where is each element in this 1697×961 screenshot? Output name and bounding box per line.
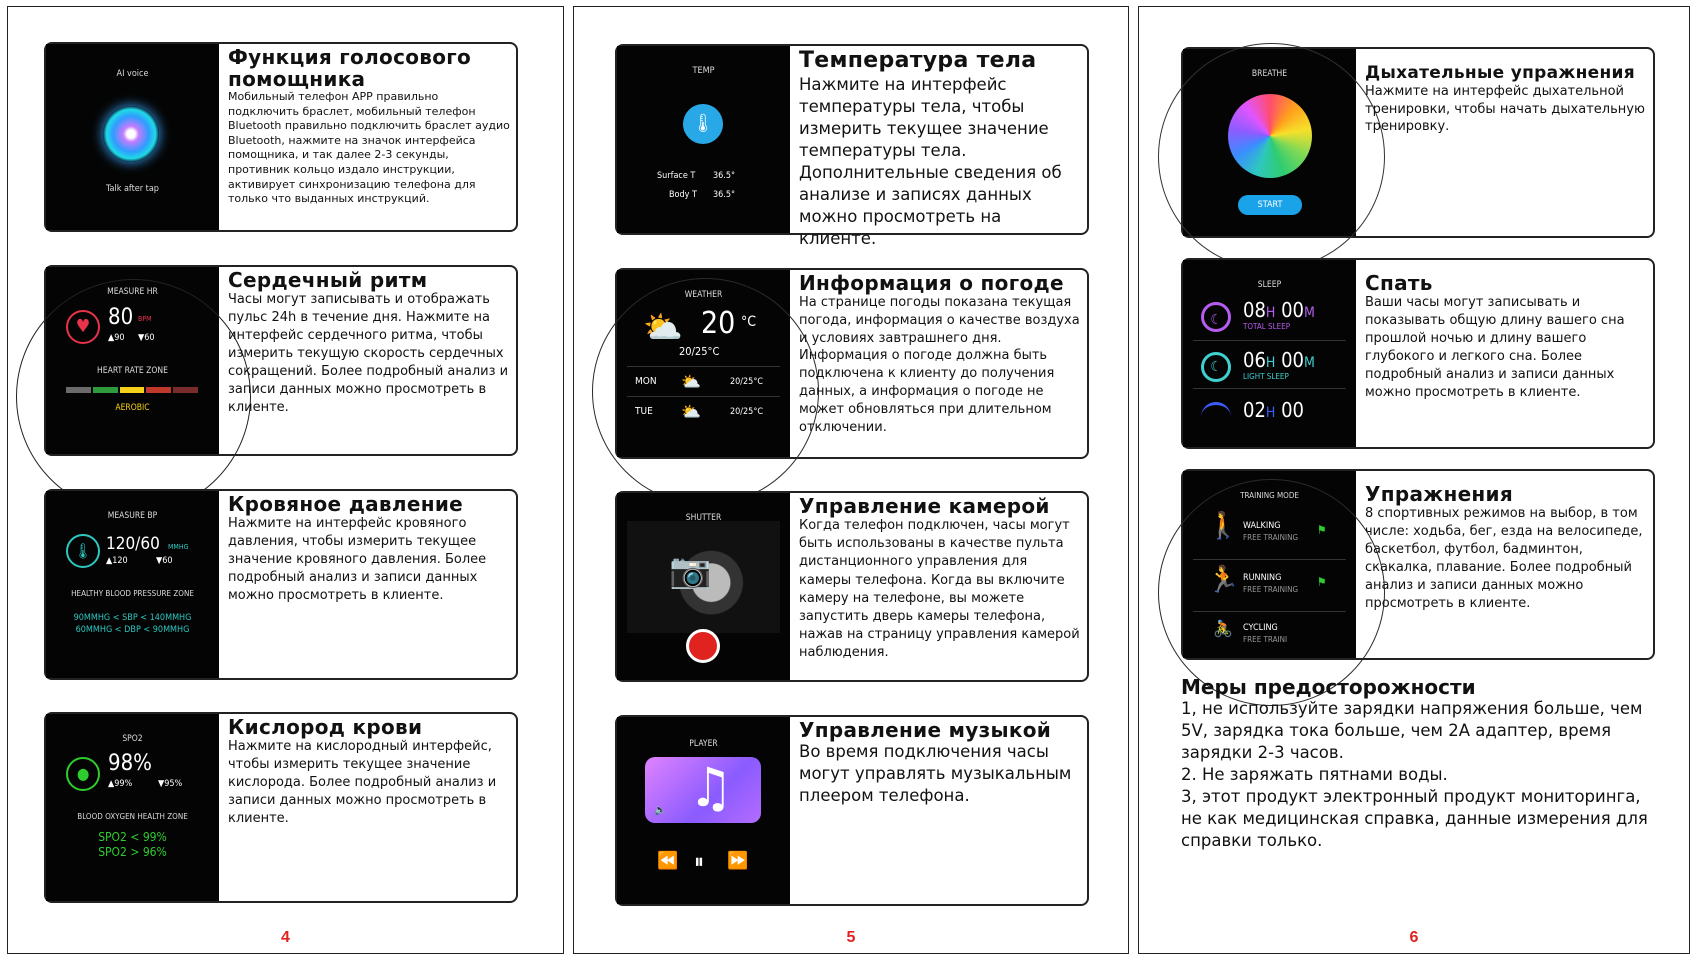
card-voice-assistant	[44, 42, 518, 232]
bp-value: 120/60	[106, 534, 160, 554]
screen-label: SPO2	[122, 734, 143, 744]
card-blood-oxygen	[44, 712, 518, 903]
card-text: Во время подключения часы могут управлять музыкальным плеером телефона.	[799, 742, 1072, 805]
card-text: Нажмите на интерфейс кровяного давления, чтобы измерить текущее значение кровяного давления. Более подробный анализ и записи данных можно просмотреть в клиенте.	[228, 516, 487, 603]
page-number: 5	[846, 929, 856, 946]
total-hours: 08	[1243, 298, 1266, 322]
card-title: Упражнения	[1365, 482, 1514, 506]
heart-icon: ♥	[66, 310, 100, 344]
prev-button[interactable]: ⏪	[657, 851, 679, 871]
thermometer-icon: 🌡	[66, 534, 100, 568]
screen-label: AI voice	[116, 69, 149, 79]
music-note-icon: ♫	[689, 756, 733, 819]
card-title: Информация о погоде	[799, 271, 1064, 295]
screen-hint: Talk after tap	[106, 184, 159, 194]
bp-unit: MMHG	[168, 543, 189, 551]
screen-label: MEASURE BP	[107, 511, 158, 521]
watch-screen-temp	[617, 46, 790, 233]
weather-range: 20/25°C	[679, 345, 720, 358]
light-label: LIGHT SLEEP	[1243, 372, 1289, 381]
card-sleep	[1181, 258, 1655, 449]
precautions-title: Меры предосторожности	[1181, 675, 1476, 699]
next-button[interactable]: ⏩	[727, 851, 749, 871]
card-training	[1181, 469, 1655, 660]
flag-icon: ⚑	[1317, 575, 1327, 589]
card-text: Ваши часы могут записывать и показывать общую длину вашего сна прошлой ночью и длину вашего глубокого и легкого сна. Более подробный анализ и записи данных можно просмотреть в клиенте.	[1365, 295, 1625, 400]
screen-label: PLAYER	[689, 739, 718, 749]
total-label: TOTAL SLEEP	[1243, 322, 1291, 331]
shutter-button[interactable]	[686, 629, 720, 663]
spo2-range-2: SPO2 > 96%	[98, 845, 167, 859]
card-text: Нажмите на интерфейс дыхательной тренировки, чтобы начать дыхательную тренировку.	[1365, 84, 1645, 134]
pause-button[interactable]: ⏸	[694, 849, 704, 873]
camera-icon: 📷	[669, 551, 712, 591]
page-number: 4	[281, 929, 290, 946]
page-number: 6	[1409, 929, 1419, 946]
watch-screen-heart	[46, 267, 219, 454]
card-text: Нажмите на интерфейс температуры тела, чтобы измерить текущее значение температуры тела. Дополнительные сведения об анализе и записях данных можно просмотреть на клиенте.	[799, 75, 1062, 248]
card-camera-control	[615, 491, 1089, 682]
watch-screen-weather	[617, 270, 790, 457]
card-title: Температура тела	[799, 48, 1037, 73]
day1-range: 20/25°C	[730, 377, 764, 387]
light-hours: 06	[1243, 348, 1266, 372]
card-title: Сердечный ритм	[228, 268, 428, 292]
voice-orb-icon	[103, 106, 159, 162]
day2-label: TUE	[635, 406, 653, 417]
card-title: Кислород крови	[228, 715, 423, 739]
weather-unit: °C	[741, 314, 757, 330]
partly-cloudy-icon: ⛅	[643, 308, 683, 346]
watch-screen-voice	[46, 44, 219, 230]
total-h-unit: H	[1265, 305, 1276, 321]
card-title: Функция голосового помощника	[228, 45, 472, 91]
day2-range: 20/25°C	[730, 407, 764, 417]
body-value: 36.5°	[713, 190, 736, 200]
day2-icon: ⛅	[681, 402, 701, 421]
screen-label: WEATHER	[684, 290, 723, 300]
deep-minutes: 00	[1281, 398, 1304, 422]
mode-walking-sub: FREE TRAINING	[1243, 533, 1299, 542]
temperature-icon: 🌡	[683, 104, 723, 144]
bp-range-2: 60MMHG < DBP < 90MMHG	[75, 625, 190, 635]
watch-screen-training	[1183, 471, 1356, 658]
moon-icon-deep	[1201, 402, 1231, 432]
hr-zone-bar	[66, 387, 198, 393]
watch-screen-camera	[617, 493, 790, 680]
volume-icon[interactable]: 🔈	[654, 805, 667, 816]
card-blood-pressure	[44, 489, 518, 680]
surface-label: Surface T	[657, 171, 696, 181]
card-music-control	[615, 715, 1089, 906]
card-title: Кровяное давление	[228, 492, 464, 516]
card-title: Дыхательные упражнения	[1365, 63, 1635, 83]
watch-screen-music	[617, 717, 790, 904]
walking-icon: 🚶	[1207, 511, 1240, 541]
precaution-item: 3, этот продукт электронный продукт мониторинга, не как медицинская справка, данные измерения для справки только.	[1181, 787, 1648, 850]
spo2-high: ▲99%	[108, 779, 133, 789]
screen-label: BREATHE	[1251, 69, 1288, 79]
moon-icon-total: ☾	[1201, 302, 1231, 332]
surface-value: 36.5°	[713, 171, 736, 181]
screen-label: SHUTTER	[685, 513, 722, 523]
spo2-range-1: SPO2 < 99%	[98, 830, 167, 844]
weather-temp: 20	[701, 306, 736, 341]
bp-range-1: 90MMHG < SBP < 140MMHG	[73, 613, 192, 623]
total-minutes: 00	[1281, 298, 1304, 322]
card-text: 8 спортивных режимов на выбор, в том числе: ходьба, бег, езда на велосипеде, баскетбол, футбол, бадминтон, скакалка, плавание. Более подробный анализ и записи данных можно просмотреть в клиенте.	[1365, 506, 1643, 611]
running-icon: 🏃	[1207, 565, 1240, 595]
card-title: Управление музыкой	[799, 718, 1052, 742]
mode-cycling[interactable]: CYCLING	[1243, 623, 1278, 633]
light-m-unit: M	[1303, 355, 1315, 371]
mode-running-sub: FREE TRAINING	[1243, 585, 1299, 594]
screen-label: TRAINING MODE	[1240, 491, 1299, 500]
deep-hours: 02	[1243, 398, 1266, 422]
card-text: Когда телефон подключен, часы могут быть использованы в качестве пульта дистанционного управления для камеры телефона. Когда вы включите камеру на телефоне, вы можете запустить дверь камеры телефона, нажав на страницу управления камерой наблюдения.	[799, 518, 1080, 661]
day1-label: MON	[635, 376, 657, 387]
mode-cycling-sub: FREE TRAINI	[1243, 635, 1288, 644]
deep-h-unit: H	[1265, 405, 1276, 421]
mode-running[interactable]: RUNNING	[1243, 573, 1282, 583]
cycling-icon: 🚴	[1213, 619, 1233, 638]
card-text: Мобильный телефон APP правильно подключить браслет, мобильный телефон Bluetooth правильно подключить браслет аудио Bluetooth, нажмите на значок интерфейса помощника, и так далее 2-3 секунды, противник кольцо издало инструкции, активирует синхронизацию телефона для только что выданных инструкций.	[228, 90, 510, 206]
hr-zone-title: HEART RATE ZONE	[97, 366, 168, 376]
precautions-list	[1181, 698, 1661, 852]
bp-high: ▲120	[106, 556, 128, 566]
total-m-unit: M	[1303, 305, 1315, 321]
card-title: Спать	[1365, 271, 1433, 295]
day1-icon: ⛅	[681, 372, 701, 391]
card-body-temperature	[615, 44, 1089, 248]
hr-unit: BPM	[138, 315, 152, 323]
oxygen-icon: ●	[66, 757, 100, 791]
bp-zone-title: HEALTHY BLOOD PRESSURE ZONE	[71, 589, 194, 598]
bp-low: ▼60	[156, 556, 173, 566]
precaution-item: 2. Не заряжать пятнами воды.	[1181, 765, 1448, 784]
screen-label: MEASURE HR	[107, 287, 158, 297]
card-text: Часы могут записывать и отображать пульс 24h в течение дня. Нажмите на интерфейс сердечного ритма, чтобы измерить текущую скорость сердечных сокращений. Более подробный анализ и записи данных можно просмотреть в клиенте.	[228, 292, 509, 415]
card-breathing	[1181, 47, 1655, 238]
watch-screen-bp	[46, 491, 219, 678]
spo2-low: ▼95%	[158, 779, 183, 789]
card-heart-rate	[44, 265, 518, 456]
watch-screen-breathe	[1183, 49, 1356, 236]
screen-label: TEMP	[692, 66, 715, 76]
watch-screen-spo2	[46, 714, 219, 901]
body-label: Body T	[669, 190, 697, 200]
card-weather	[615, 268, 1089, 459]
light-h-unit: H	[1265, 355, 1276, 371]
breathe-flower-icon	[1228, 94, 1312, 178]
card-text: Нажмите на кислородный интерфейс, чтобы измерить текущее значение кислорода. Более подробный анализ и записи данных можно просмотреть в клиенте.	[228, 739, 497, 826]
spo2-zone-title: BLOOD OXYGEN HEALTH ZONE	[77, 812, 188, 821]
card-text: На странице погоды показана текущая погода, информация о качестве воздуха и условиях завтрашнего дня. Информация о погоде должна быть подключена к клиенту до получения данных, а информация о погоде не может обновляться при длительном отключении.	[799, 295, 1080, 435]
spo2-value: 98%	[108, 751, 152, 776]
light-minutes: 00	[1281, 348, 1304, 372]
watch-screen-sleep	[1183, 260, 1356, 447]
start-button[interactable]: START	[1238, 195, 1302, 215]
hr-zone-value: AEROBIC	[115, 403, 150, 413]
mode-walking[interactable]: WALKING	[1243, 521, 1281, 531]
hr-min: ▼60	[138, 333, 155, 343]
card-title: Управление камерой	[799, 494, 1050, 518]
flag-icon: ⚑	[1317, 523, 1327, 537]
hr-max: ▲90	[108, 333, 125, 343]
hr-value: 80	[108, 305, 134, 330]
precaution-item: 1, не используйте зарядки напряжения больше, чем 5V, зарядка тока больше, чем 2A адаптер, время зарядки 2-3 часов.	[1181, 699, 1643, 762]
moon-icon-light: ☾	[1201, 352, 1231, 382]
screen-label: SLEEP	[1257, 280, 1282, 290]
